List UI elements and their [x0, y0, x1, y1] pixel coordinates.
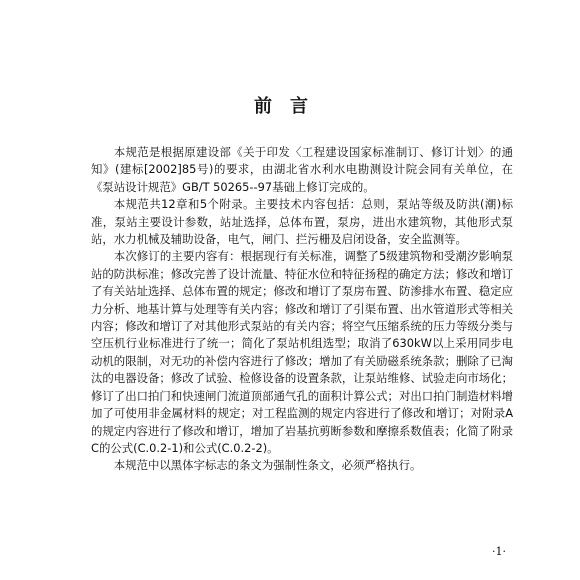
paragraph-mandatory-note: 本规范中以黑体字标志的条文为强制性条文，必须严格执行。: [113, 458, 422, 473]
page-title: 前言: [254, 96, 326, 117]
paragraph-origin: 本规范是根据原建设部《关于印发〈工程建设国家标准制订、修订计划〉的通知》(建标[2002]85号)的要求，由湖北省水利水电勘测设计院会同有关单位，在《泵站设计规范》GB/T 50265--97基础上修订完成的。: [91, 145, 513, 194]
paragraph-revisions: 本次修订的主要内容有：根据现行有关标准，调整了5级建筑物和受潮汐影响泵站的防洪标准；修改完善了设计流量、特征水位和特征扬程的确定方法；修改和增订了有关站址选择、总体布置的规定；修改和增订了泵房布置、防渗排水布置、稳定应力分析、地基计算与处理等有关内容；修改和增订了引渠布置、出水管道形式等相关内容；修改和增订了对其他形式泵站的有关内容；将空气压缩系统的压力等级分类与空压机行业标准进行了统一；简化了泵站机组选型；取消了630kW以上采用同步电动机的限制，对无功的补偿内容进行了修改；增加了有关励磁系统条款；删除了已淘汰的电器设备；修改了试验、检修设备的设置条款，让泵站维修、试验走向市场化；修订了出口拍门和快速闸门流道顶部通气孔的面积计算公式；对出口拍门制造材料增加了可使用非金属材料的规定；对工程监测的规定内容进行了修改和增订；对附录A的规定内容进行了修改和增订，增加了岩基抗剪断参数和摩擦系数值表；化简了附录C的公式(C.0.2-1)和公式(C.0.2-2)。: [91, 249, 513, 455]
page-number: ·1·: [492, 545, 506, 558]
document-body: [91, 144, 513, 475]
paragraph-contents: 本规范共12章和5个附录。主要技术内容包括：总则，泵站等级及防洪(潮)标准，泵站主要设计参数，站址选择，总体布置，泵房，进出水建筑物，其他形式泵站，水力机械及辅助设备，电气，闸门、拦污栅及启闭设备，安全监测等。: [91, 197, 513, 247]
